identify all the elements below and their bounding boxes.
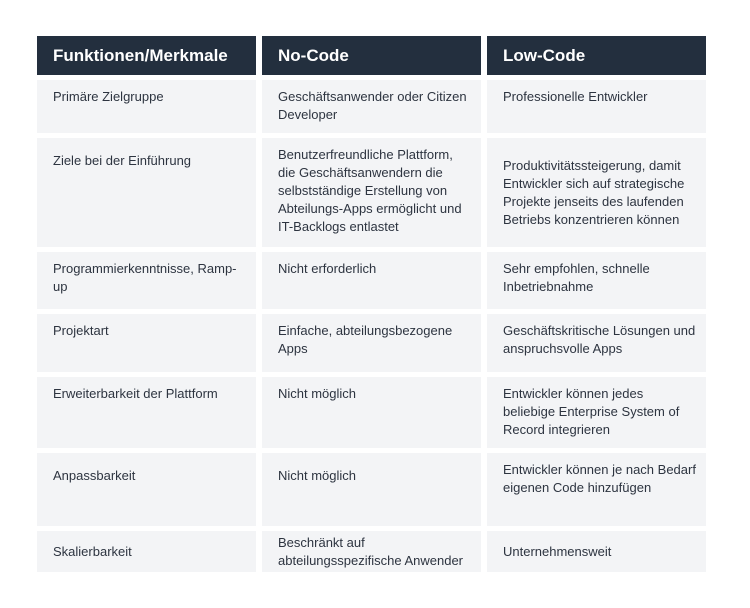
header-low-code: Low-Code	[487, 36, 706, 75]
row-3-no-code: Nicht erforderlich	[262, 252, 481, 309]
row-6-low-code: Entwickler können je nach Bedarf eigenen Code hinzufügen	[487, 453, 706, 526]
header-features: Funktionen/Merkmale	[37, 36, 256, 75]
row-4-feature: Projektart	[37, 314, 256, 372]
row-3-feature: Programmierkenntnisse, Ramp-up	[37, 252, 256, 309]
row-5-no-code: Nicht möglich	[262, 377, 481, 448]
row-3-low-code: Sehr empfohlen, schnelle Inbetriebnahme	[487, 252, 706, 309]
row-7-feature: Skalierbarkeit	[37, 531, 256, 572]
row-5-feature: Erweiterbarkeit der Plattform	[37, 377, 256, 448]
row-7-low-code: Unternehmensweit	[487, 531, 706, 572]
row-4-no-code: Einfache, abteilungsbezogene Apps	[262, 314, 481, 372]
row-2-low-code: Produktivitätssteigerung, damit Entwickler sich auf strategische Projekte jenseits des laufenden Betriebs konzentrieren können	[487, 138, 706, 247]
row-7-no-code: Beschränkt auf abteilungsspezifische Anwender	[262, 531, 481, 572]
row-4-low-code: Geschäftskritische Lösungen und anspruchsvolle Apps	[487, 314, 706, 372]
row-1-low-code: Professionelle Entwickler	[487, 80, 706, 133]
row-5-low-code: Entwickler können jedes beliebige Enterprise System of Record integrieren	[487, 377, 706, 448]
row-1-feature: Primäre Zielgruppe	[37, 80, 256, 133]
row-2-no-code: Benutzerfreundliche Plattform, die Geschäftsanwendern die selbstständige Erstellung von Abteilungs-Apps ermöglicht und IT-Backlogs entlastet	[262, 138, 481, 247]
row-2-feature: Ziele bei der Einführung	[37, 138, 256, 247]
header-no-code: No-Code	[262, 36, 481, 75]
comparison-table	[37, 36, 705, 572]
row-1-no-code: Geschäftsanwender oder Citizen Developer	[262, 80, 481, 133]
row-6-feature: Anpassbarkeit	[37, 453, 256, 526]
row-6-no-code: Nicht möglich	[262, 453, 481, 526]
